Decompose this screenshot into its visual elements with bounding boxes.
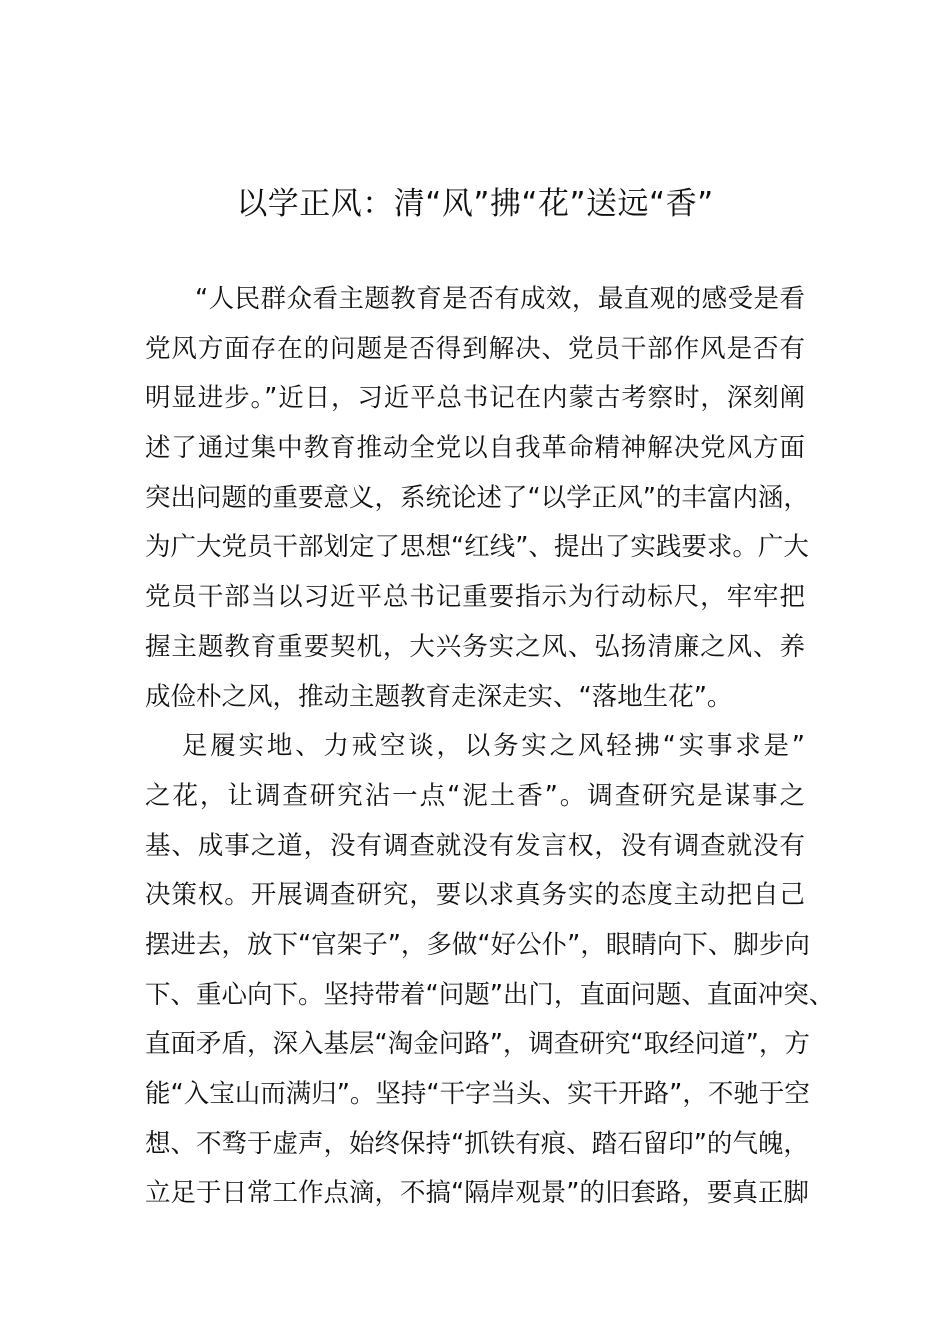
text-line: 直面矛盾，深入基层“淘金问路”，调查研究“取经问道”，方 [145, 1029, 810, 1060]
text-line: “人民群众看主题教育是否有成效，最直观的感受是看 [195, 284, 805, 314]
text-line: 之花，让调查研究沾一点“泥土香”。调查研究是谋事之 [145, 780, 805, 811]
text-line: 想、不骛于虚声，始终保持“抓铁有痕、踏石留印”的气魄， [145, 1128, 809, 1159]
text-line: 决策权。开展调查研究，要以求真务实的态度主动把自己 [145, 880, 805, 911]
text-line: 成俭朴之风，推动主题教育走深走实、“落地生花”。 [145, 681, 733, 712]
text-line: 为广大党员干部划定了思想“红线”、提出了实践要求。广大 [145, 532, 809, 563]
text-line: 下、重心向下。坚持带着“问题”出门，直面问题、直面冲突、 [145, 979, 835, 1010]
text-line: 述了通过集中教育推动全党以自我革命精神解决党风方面 [145, 433, 805, 464]
text-line: 明显进步。”近日，习近平总书记在内蒙古考察时，深刻阐 [145, 383, 805, 414]
text-line: 突出问题的重要意义，系统论述了“以学正风”的丰富内涵， [145, 482, 809, 513]
document-body [145, 275, 835, 1219]
text-line: 党员干部当以习近平总书记重要指示为行动标尺，牢牢把 [145, 582, 805, 613]
document-title: 以学正风：清“风”拂“花”送远“香” [236, 186, 714, 222]
text-line: 能“入宝山而满归”。坚持“干字当头、实干开路”，不驰于空 [145, 1079, 810, 1109]
text-line: 立足于日常工作点滴，不搞“隔岸观景”的旧套路，要真正脚 [145, 1178, 809, 1209]
text-line: 基、成事之道，没有调查就没有发言权，没有调查就没有 [145, 830, 805, 861]
text-line: 摆进去，放下“官架子”，多做“好公仆”，眼睛向下、脚步向 [145, 929, 810, 960]
text-line: 党风方面存在的问题是否得到解决、党员干部作风是否有 [145, 333, 805, 364]
text-line: 足履实地、力戒空谈，以务实之风轻拂“实事求是” [182, 731, 805, 762]
text-line: 握主题教育重要契机，大兴务实之风、弘扬清廉之风、养 [145, 631, 805, 662]
paragraph-2 [145, 722, 835, 1219]
paragraph-1 [145, 275, 809, 722]
